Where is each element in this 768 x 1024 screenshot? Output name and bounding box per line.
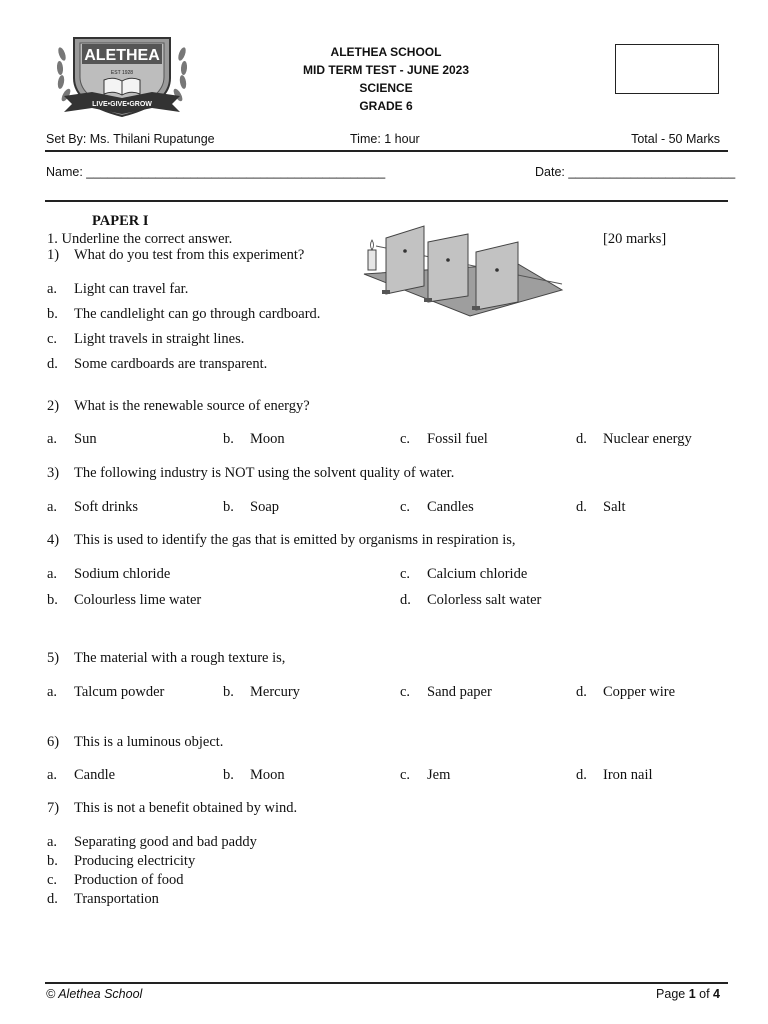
question-6-number: 6) <box>47 734 60 750</box>
question-4-text: This is used to identify the gas that is emitted by organisms in respiration is, <box>74 532 516 548</box>
q2-option-c-letter: c. <box>400 431 411 447</box>
q7-option-c-letter: c. <box>47 872 58 888</box>
svg-text:ALETHEA: ALETHEA <box>84 47 160 64</box>
q2-option-c[interactable]: Fossil fuel <box>427 431 488 447</box>
q2-option-d[interactable]: Nuclear energy <box>603 431 692 447</box>
q6-option-d-letter: d. <box>576 767 587 783</box>
q4-option-d-letter: d. <box>400 592 411 608</box>
q5-option-a[interactable]: Talcum powder <box>74 684 165 700</box>
q7-option-b[interactable]: Producing electricity <box>74 853 196 869</box>
q4-option-a[interactable]: Sodium chloride <box>74 566 171 582</box>
q5-option-b-letter: b. <box>223 684 234 700</box>
q2-option-d-letter: d. <box>576 431 587 447</box>
svg-text:LIVE•GIVE•GROW: LIVE•GIVE•GROW <box>92 101 152 108</box>
q6-option-d[interactable]: Iron nail <box>603 767 653 783</box>
footer-divider <box>45 982 728 984</box>
q6-option-a-letter: a. <box>47 767 58 783</box>
svg-text:EST 1928: EST 1928 <box>110 70 134 76</box>
page-prefix: Page <box>656 987 689 1001</box>
q5-option-d-letter: d. <box>576 684 587 700</box>
q3-option-d-letter: d. <box>576 499 587 515</box>
page-number <box>630 987 720 1001</box>
q5-option-b[interactable]: Mercury <box>250 684 300 700</box>
q6-option-c[interactable]: Jem <box>427 767 451 783</box>
q4-option-b-letter: b. <box>47 592 58 608</box>
question-2-text: What is the renewable source of energy? <box>74 398 310 414</box>
q6-option-b[interactable]: Moon <box>250 767 285 783</box>
q6-option-b-letter: b. <box>223 767 234 783</box>
school-crest-logo <box>52 34 192 124</box>
q5-option-c-letter: c. <box>400 684 411 700</box>
name-field: Name: ___________________________________________ <box>46 165 386 179</box>
time-allowed: Time: 1 hour <box>350 132 420 146</box>
q3-option-b[interactable]: Soap <box>250 499 279 515</box>
q6-option-a[interactable]: Candle <box>74 767 116 783</box>
q7-option-a[interactable]: Separating good and bad paddy <box>74 834 257 850</box>
q6-option-c-letter: c. <box>400 767 411 783</box>
q7-option-b-letter: b. <box>47 853 58 869</box>
question-7-text: This is not a benefit obtained by wind. <box>74 800 298 816</box>
q2-option-b[interactable]: Moon <box>250 431 285 447</box>
q3-option-c[interactable]: Candles <box>427 499 474 515</box>
set-by: Set By: Ms. Thilani Rupatunge <box>46 132 215 146</box>
marks-box <box>615 44 719 94</box>
q3-option-d[interactable]: Salt <box>603 499 626 515</box>
date-field: Date: ________________________ <box>535 165 736 179</box>
question-2-number: 2) <box>47 398 60 414</box>
q4-option-d[interactable]: Colorless salt water <box>427 592 542 608</box>
q7-option-a-letter: a. <box>47 834 58 850</box>
q5-option-d[interactable]: Copper wire <box>603 684 676 700</box>
q7-option-d[interactable]: Transportation <box>74 891 159 907</box>
question-7-number: 7) <box>47 800 60 816</box>
question-1-number: 1) <box>47 247 60 263</box>
grade-title: GRADE 6 <box>359 99 413 113</box>
q3-option-c-letter: c. <box>400 499 411 515</box>
q1-option-a-letter: a. <box>47 281 58 297</box>
school-name: ALETHEA SCHOOL <box>330 45 442 59</box>
q1-option-c[interactable]: Light travels in straight lines. <box>74 331 245 347</box>
q3-option-b-letter: b. <box>223 499 234 515</box>
page-total: 4 <box>713 987 720 1001</box>
light-experiment-diagram <box>358 224 564 320</box>
q2-option-b-letter: b. <box>223 431 234 447</box>
question-4-number: 4) <box>47 532 60 548</box>
paper-title: PAPER I <box>92 213 149 229</box>
section-marks: [20 marks] <box>603 231 667 247</box>
q2-option-a-letter: a. <box>47 431 58 447</box>
name-divider <box>45 200 728 202</box>
q1-option-b-letter: b. <box>47 306 58 322</box>
q2-option-a[interactable]: Sun <box>74 431 97 447</box>
question-3-number: 3) <box>47 465 60 481</box>
footer-copyright: © Alethea School <box>46 987 143 1001</box>
test-title: MID TERM TEST - JUNE 2023 <box>302 63 470 77</box>
q1-option-b[interactable]: The candlelight can go through cardboard. <box>74 306 321 322</box>
q1-option-c-letter: c. <box>47 331 58 347</box>
question-5-number: 5) <box>47 650 60 666</box>
section-instruction: 1. Underline the correct answer. <box>47 231 233 247</box>
q1-option-d-letter: d. <box>47 356 58 372</box>
question-1-text: What do you test from this experiment? <box>74 247 305 263</box>
question-3-text: The following industry is NOT using the solvent quality of water. <box>74 465 455 481</box>
q4-option-c[interactable]: Calcium chloride <box>427 566 528 582</box>
header-divider <box>45 150 728 152</box>
q7-option-d-letter: d. <box>47 891 58 907</box>
q5-option-a-letter: a. <box>47 684 58 700</box>
question-5-text: The material with a rough texture is, <box>74 650 286 666</box>
q5-option-c[interactable]: Sand paper <box>427 684 492 700</box>
q3-option-a-letter: a. <box>47 499 58 515</box>
page-middle: of <box>695 987 714 1001</box>
q7-option-c[interactable]: Production of food <box>74 872 184 888</box>
q4-option-a-letter: a. <box>47 566 58 582</box>
q3-option-a[interactable]: Soft drinks <box>74 499 139 515</box>
q4-option-b[interactable]: Colourless lime water <box>74 592 202 608</box>
total-marks: Total - 50 Marks <box>631 132 720 146</box>
question-6-text: This is a luminous object. <box>74 734 224 750</box>
subject-title: SCIENCE <box>359 81 413 95</box>
q4-option-c-letter: c. <box>400 566 411 582</box>
page-current: 1 <box>688 987 696 1001</box>
q1-option-d[interactable]: Some cardboards are transparent. <box>74 356 268 372</box>
q1-option-a[interactable]: Light can travel far. <box>74 281 189 297</box>
